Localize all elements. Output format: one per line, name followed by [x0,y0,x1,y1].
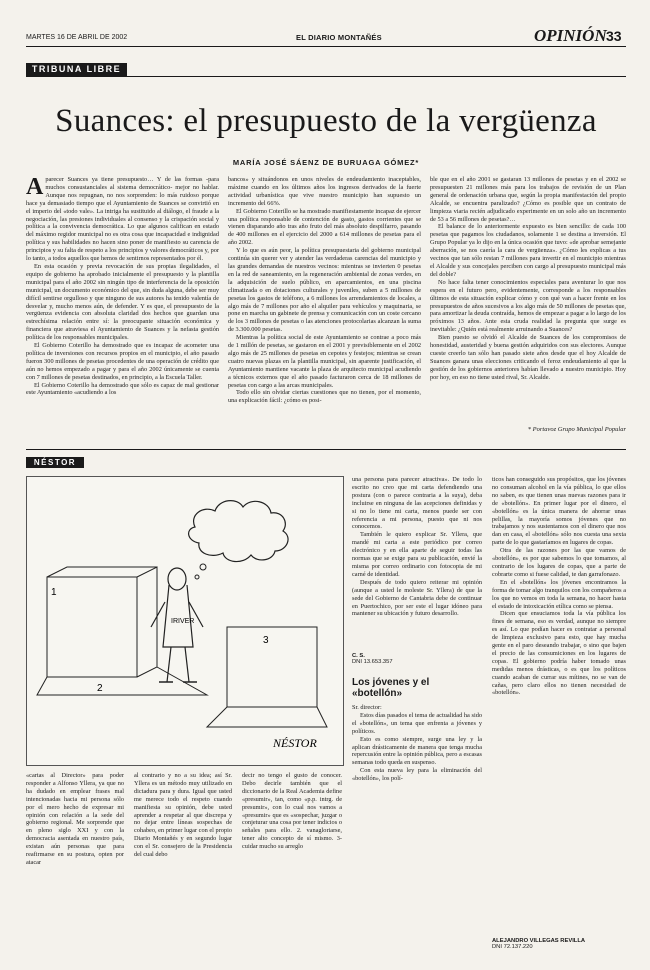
article-column-2 [228,176,421,444]
letter-paragraph: En el «botellón» los jóvenes encontramos la forma de tomar algo tranquilos con los compañeros a los que no vemos en toda la semana, no hacer hasta el estado de intoxicación etílica como se piensa. [492,578,626,610]
article-paragraph: El balance de lo anteriormente expuesto es bien sencillo: de cada 100 pesetas que pagamos los ciudadanos, solamente 1 se destina a inversión. El Grupo Popular ya lo dijo en la única ocasión que tuvo: «de aprobar semejante aberración, se nos caería la cara de vergüenza». ¿Cómo les explicas a tus vecinos que tan sólo restan 7 millones para invertir en el municipio mientras el Alcalde y sus concejales perciben con cargo al presupuesto municipal más del doble? [430,223,626,278]
cartoon-panel [26,476,344,766]
letter-paragraph: Con esta nueva ley para la eliminación del «botellón», los polí- [352,767,482,783]
letter-paragraph: ticos han conseguido sus propósitos, que los jóvenes no consuman alcohol en la vía pública, lo que ellos no saben, es que tienen unas nuevas razones para ir de «botellón». En primer lugar por el dinero, el «botellón» es la única manera de ahorrar unas pelillas, la mayoría somos jóvenes que no trabajamos y nos sustentamos con el dinero que nos dan en casa, el «botellón» sólo nos cuesta una sexta parte de lo que gastaríamos en lugares de copas. [492,476,626,547]
article-paragraph: No hace falta tener conocimientos especiales para aventurar lo que nos espera en el futuro pero, evidentemente, corresponde a los responsables últimos de esta situación explicar cómo y con qué van a hacer frente en los presupuestos de años sucesivos a los algo más de 50 millones de pesetas que, para amortizar la deuda contraída, hemos de empezar a pagar a lo largo de los próximos 13 años. Ante esta cruda realidad la pregunta que surge es inevitable: ¿Quién está realmente arruinando a Suances? [430,278,626,334]
article-column-1 [26,176,219,444]
page-number: 33 [606,28,622,44]
letter-dni: DNI 13.653.357 [352,659,393,665]
byline: MARÍA JOSÉ SÁENZ DE BURUAGA GÓMEZ* [232,158,420,167]
header-rule [26,46,626,47]
letter-paragraph: Otra de las razones por las que vamos de «botellón», es por que sabemos lo que tomamos, al contrario de los lugares de copas, que a parte de cobrarte como si fuese calidad, te dan garrafonazo. [492,547,626,578]
letter-paragraph: una persona para parecer atractiva». De todo lo escrito no creo que mi carta defendiendo una postura (con o parece contraria a la suya), deba incluirse en ninguna de las acepciones definidas y si no lo tiene mi carta, menos puede ser con referencia a mi persona, puesto que ni nos conocemos. [352,476,482,531]
cartoon-number: 3 [263,635,269,646]
newspaper-name: EL DIARIO MONTAÑÉS [296,33,382,42]
letter-paragraph: decir no tengo el gusto de conocer. Debo decirle también que el diccionario de la Real Academia define «presumir», tan, como «p.p. intrg. de presumir», con lo cual nos vamos a «presumir» que es «sospechar, juzgar o conjeturar una cosa por tener indicios o señales para ello. 2. vanagloriarse, tener alto concepto de sí mismo. 3-cuidar mucho su arreglo [242,772,342,851]
cartoon-signature: NÉSTOR [273,736,317,750]
letter-bottom-column-3 [242,772,342,958]
cartoon-drawing [27,477,343,765]
cartoon-number: 1 [51,587,57,598]
letter-column-a-top [352,476,482,646]
letter-paragraph: «cartas al Director» para poder responder a Alfonso Yllera, ya que no ha dudado en emplear frases mal intencionadas hacia mi persona sólo por el mero hecho de expresar mi opinión con relación a la sede del gobierno regional. Me sorprende que en pleno siglo XXI y con la democracia asentada en nuestro país, existan aún personas que para reafirmarse en su postura, opten por atacar [26,772,124,866]
article-paragraph: Bien puesto se olvidó el Alcalde de Suances de los compromisos de honestidad, austeridad y buena gestión adquiridos con sus electores. Aunque cueste creerlo tan sólo han pasado siete años desde que el hoy Alcalde de Suances ganara unas elecciones criticando el feroz endeudamiento al que la gestión de los gobiernos anteriores habían llevado a nuestro municipio. Hoy por hoy, en eso no tiene usted rival, Sr. Alcalde. [430,334,626,381]
letter-signature: C. S. [352,653,365,659]
letter-column-a-bottom [352,704,482,960]
article-paragraph: ble que en el año 2001 se gastaran 13 millones de pesetas y en el 2002 se presupuesten 21 millones más para los trabajos de revisión de un Plan general de ordenación urbana que, según la propia manifestación del propio Alcalde, se encuentra paralizado? ¿Cómo es posible que un contrato de limpieza viaria recién adjudicado experimente en un solo año un incremento de 53 a 56 millones de pesetas?… [430,176,626,223]
letter-2-title: Los jóvenes y el «botellón» [352,677,430,699]
article-paragraph: bancos» y situándonos en unos niveles de endeudamiento inaceptables, máxime cuando en los últimos años los ingresos derivados de la fuerte actividad urbanística que vive nuestro municipio han supuesto un incremento del 66%. [228,176,421,207]
letter-paragraph: Esto es como siempre, surge una ley y la aplican drásticamente de manera que tenga mucha repercusión entre la opinión pública, pero a escasas semanas todo queda en suspenso. [352,735,482,767]
letter-2-signature-block [492,938,626,960]
section-kicker: TRIBUNA LIBRE [26,63,127,76]
article-paragraph: El Gobierno Coterillo se ha mostrado manifiestamente incapaz de ejercer una política responsable de contención de gasto, gastos corrientes que se vienen disparando año tras año fruto del más absoluto despilfarro, pasando de 400 millones en el ejercicio del 2000 a 614 millones de pesetas para el año 2002. [228,207,421,247]
author-signature: * Portavoz Grupo Municipal Popular [527,426,626,433]
headline: Suances: el presupuesto de la vergüenza [55,103,597,139]
cartoon-label: NÉSTOR [26,457,84,468]
drop-cap: A [26,176,44,200]
article-paragraph: El Gobierno Coterillo ha demostrado que sólo es capaz de mal gestionar este Ayuntamiento «acudiendo a los [26,381,219,397]
article-paragraph: Y lo que es aún peor, la política presupuestaria del gobierno municipal continúa sin querer ver y atender las verdaderas carencias del municipio y las grandes demandas de nuestros vecinos: mientras se invierten 0 pesetas en la red de saneamiento, en la regeneración ambiental de zonas verdes, en la adquisición de suelo público, en aparcamientos, en una piscina climatizada o en dotaciones culturales y juveniles, suben a 5 millones de pesetas los gastos de teléfono, a 6 millones los arrendamientos de locales, a algo más de 7 millones por año el alquiler para vehículos y maquinaria, se pone en marcha un gabinete de prensa y comunicación con un coste cercano de los 3 millones de pesetas o las atenciones protocolarias alcanzan la suma de 3.300.000 pesetas. [228,247,421,334]
section-divider [26,449,626,450]
article-column-3 [430,176,626,420]
page-header [26,26,626,46]
letter-salutation: Sr. director: [352,704,382,711]
article-paragraph: parecer Suances ya tiene presupuesto… Y de las formas -para muchos consustanciales al sistema democrático- mejor no hablar. Aunque nos repugnan, no nos sorprenden: lo más ruidoso porque hace ya demasiado tiempo que el Ayuntamiento de Suances se convirtió en el imperio del «todo vale». La intriga ha sustituido al diálogo, el fraude a la negociación, las presiones individuales al consenso y la crispación social y política a la convivencia democrática. Lo que algunos califican en estado del máximo regidor municipal no es otra cosa que incapacidad e indignidad política y sus habilidades no hacen sino poner de manifiesto su carencia de principios y su falta de respeto a los principios y valores democráticos y, por lo tanto, a todos aquellos que hemos de sentirnos representados por él. [26,176,219,263]
cartoon-number: 2 [97,683,103,694]
letter-paragraph: También le quiero explicar Sr. Yllera, que mandé mi carta a este periódico por correo electrónico y en ella aparte de seguir todas las normas que se exige para su publicación, envié la misma por correo ordinario con fotocopia de mi carné de identidad. [352,531,482,578]
article-paragraph: En esta ocasión y previa revocación de sus propias ilegalidades, el equipo de gobierno ha aprobado inicialmente el presupuesto y la plantilla municipal para el año 2002 sin ningún tipo de interferencia de la oposición municipal, un documento económico del que, sin duda alguna, debe ser muy difícil sentirse orgulloso y que ninguno de sus autores ha tenido valentía de desvelar y, mucho menos aún, de defender. Y es que, el presupuesto de la vergüenza evidencia con absoluta claridad dos hechos que guardan una estrechísima relación entre sí: la preocupante situación económica y financiera que atraviesa el Ayuntamiento de Suances y la nefasta gestión política de los responsables municipales. [26,262,219,342]
letter-paragraph: Después de todo quiero reiterar mi opinión (aunque a usted le moleste Sr. Yllera) de que la sede del Gobierno de Cantabria debe de continuar en Puertochico, por ser este el lugar idóneo para mantener su ubicación y futuro desarrollo. [352,578,482,618]
article-paragraph: Mientras la política social de este Ayuntamiento se contrae a poco más de 1 millón de pesetas, se gastaron en el 2001 y previsiblemente en el 2002 algo más de 25 millones de pesetas en cepotes y festejos; mientras se crean cuatro nuevas plazas en la plantilla municipal, sin aparente justificación, el Ayuntamiento mantiene vacante la plaza de arquitecto municipal acudiendo a técnicos externos que el año pasado facturaron cerca de 18 millones de pesetas con cargo a las arcas municipales. [228,334,421,389]
letter-paragraph: Estos días pasados el tema de actualidad ha sido el «botellón», un tema que enfrenta a jóvenes y políticos. [352,711,482,735]
letter-dni: DNI 72.137.220 [492,944,533,950]
letter-paragraph: Dicen que ensuciamos toda la vía pública los fines de semana, eso es verdad, aunque no siempre es así. Lo que podían hacer es contratar a personal de limpieza exclusivo para esto, que hay mucha gente en el paro deseando trabajar, o sino que bajen el precio de las consumiciones en los lugares de copas. El gobierno podría haber tomado unas medidas menos drásticas, o es que los políticos cuando acaban de currar sus mítines, no se van de cañas, pero claro ellos no tienen necesidad de «botellón». [492,610,626,697]
cartoon-caption: IRIVER [171,618,195,625]
article-paragraph: El Gobierno Coterillo ha demostrado que es incapaz de acometer una política de inversiones con recursos propios en el municipio, el año pasado fueron 300 millones de pesetas procedentes de una operación de crédito que aún no hemos empezado a pagar y para el año 2002 únicamente se cuenta con 7 millones de pesetas destinados, en principio, a la Escuela Taller. [26,342,219,381]
header-date: MARTES 16 DE ABRIL DE 2002 [26,34,128,41]
letter-1-signature-block [352,653,482,675]
section-name: OPINIÓN [534,26,607,45]
letter-bottom-column-1 [26,772,124,958]
letter-paragraph: al contrario y no a su idea; así Sr. Yllera es un método muy utilizado en dictadura para y dura. Igual que usted me merece todo el respeto cuando manifiesta su opinión, debe usted aprender a respetar al que discrepa y no dejar entre líneas sospechas de cohabeo, en primer lugar con el propio Diario Montañés y en segundo lugar con el Sr. consejero de la Presidencia del cual debo [134,772,232,859]
letter-bottom-column-2 [134,772,232,958]
letter-signature: ALEJANDRO VILLEGAS REVILLA [492,938,586,944]
letter-column-b [492,476,626,932]
article-paragraph: Todo ello sin olvidar ciertas cuestiones que no tienen, por el momento, una explicación fácil: ¿cómo es posi- [228,389,421,405]
kicker-rule [26,76,626,77]
